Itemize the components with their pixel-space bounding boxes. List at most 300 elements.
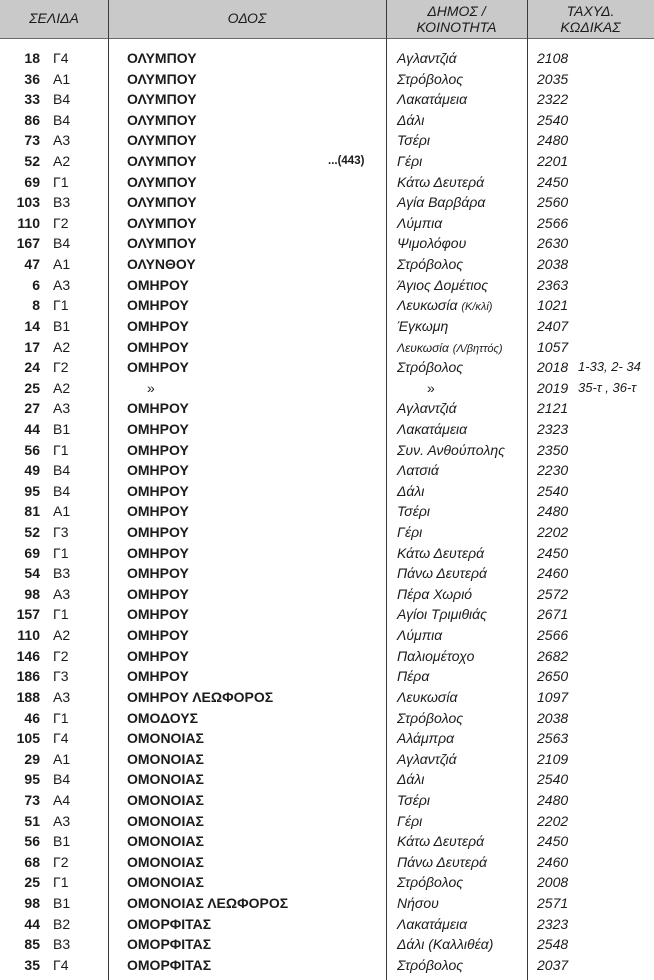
table-row — [0, 481, 654, 502]
street-name: ΟΛΥΜΠΟΥ — [127, 91, 197, 108]
municipality: Άγιος Δομέτιος — [397, 276, 489, 293]
street-name: ΟΜΗΡΟΥ — [127, 359, 189, 376]
page-number: 188 — [16, 688, 40, 705]
municipality: Τσέρι — [397, 791, 431, 808]
municipality-cell — [397, 666, 429, 687]
municipality: Αγλαντζιά — [397, 750, 457, 767]
table-row — [0, 337, 654, 358]
street-name: ΟΜΟΝΟΙΑΣ — [127, 750, 204, 767]
table-row — [0, 419, 654, 440]
street-name: ΟΛΥΜΠΟΥ — [127, 111, 197, 128]
table-row — [0, 831, 654, 852]
street-name: ΟΜΟΡΦΙΤΑΣ — [127, 956, 212, 973]
page-number: 52 — [24, 153, 40, 170]
map-grid-ref: Β1 — [53, 420, 71, 437]
header-postcode-line1: ΤΑΧΥΔ. — [566, 3, 615, 19]
page-number: 35 — [24, 956, 40, 973]
postal-code: 2109 — [537, 750, 569, 767]
municipality: Στρόβολος — [397, 956, 464, 973]
table-row — [0, 522, 654, 543]
postal-code: 2480 — [537, 503, 569, 520]
table-row — [0, 130, 654, 151]
postal-code: 2008 — [537, 874, 569, 891]
municipality-cell — [397, 914, 467, 935]
map-grid-ref: Β1 — [53, 833, 71, 850]
table-row — [0, 357, 654, 378]
municipality-cell — [397, 604, 487, 625]
table-row — [0, 440, 654, 461]
municipality-cell — [397, 213, 442, 234]
page-number: 73 — [24, 791, 40, 808]
municipality-cell — [397, 584, 472, 605]
municipality: Συν. Ανθούπολης — [397, 441, 505, 458]
map-grid-ref: Β4 — [53, 771, 71, 788]
postal-code: 2540 — [537, 482, 569, 499]
postal-code: 2037 — [537, 956, 569, 973]
street-name: ΟΜΗΡΟΥ — [127, 297, 189, 314]
municipality-cell — [397, 316, 448, 337]
municipality-cell — [397, 872, 463, 893]
page-number: 51 — [24, 812, 40, 829]
page-number: 24 — [24, 359, 40, 376]
municipality-cell — [397, 130, 430, 151]
municipality: Τσέρι — [397, 132, 431, 149]
table-row — [0, 233, 654, 254]
street-name: ΟΜΗΡΟΥ — [127, 627, 189, 644]
table-row — [0, 584, 654, 605]
municipality: Κάτω Δευτερά — [397, 833, 485, 850]
map-grid-ref: Γ4 — [53, 956, 69, 973]
table-row — [0, 646, 654, 667]
municipality: Παλιομέτοχο — [397, 647, 475, 664]
postal-code: 2407 — [537, 317, 569, 334]
municipality: Δάλι — [397, 111, 425, 128]
postal-code: 2350 — [537, 441, 569, 458]
municipality-cell — [397, 440, 505, 461]
postal-code: 2650 — [537, 668, 569, 685]
street-name: ΟΜΟΝΟΙΑΣ — [127, 791, 204, 808]
page-number: 44 — [24, 915, 40, 932]
header-page: ΣΕΛΙΔΑ — [29, 10, 79, 26]
municipality-cell — [397, 275, 488, 296]
page-number: 186 — [16, 668, 40, 685]
postal-code: 2121 — [537, 400, 569, 417]
street-name: ΟΛΥΜΠΟΥ — [127, 70, 197, 87]
street-name: ΟΜΗΡΟΥ — [127, 585, 189, 602]
postal-code: 2038 — [537, 256, 569, 273]
postal-code: 2201 — [537, 153, 569, 170]
page-number: 56 — [24, 441, 40, 458]
table-row — [0, 295, 654, 316]
map-grid-ref: Α3 — [53, 688, 71, 705]
table-row — [0, 934, 654, 955]
municipality: Δάλι — [397, 771, 425, 788]
postal-code: 2540 — [537, 771, 569, 788]
street-name: ΟΜΗΡΟΥ — [127, 462, 189, 479]
header-municipality-line2: ΚΟΙΝΟΤΗΤΑ — [416, 19, 497, 35]
municipality: Λακατάμεια — [397, 420, 468, 437]
table-row — [0, 769, 654, 790]
header-municipality-line1: ΔΗΜΟΣ / — [427, 3, 486, 19]
page-number: 52 — [24, 524, 40, 541]
postal-code: 2230 — [537, 462, 569, 479]
page-number: 98 — [24, 585, 40, 602]
street-name: ΟΛΥΜΠΟΥ — [127, 235, 197, 252]
map-grid-ref: Β4 — [53, 235, 71, 252]
street-name: ΟΜΟΔΟΥΣ — [127, 709, 198, 726]
map-grid-ref: Β4 — [53, 462, 71, 479]
municipality: Γέρι — [397, 524, 423, 541]
municipality-cell — [397, 172, 484, 193]
street-name: ΟΜΗΡΟΥ — [127, 647, 189, 664]
municipality-cell — [397, 192, 485, 213]
municipality-cell — [397, 460, 439, 481]
page-number: 36 — [24, 70, 40, 87]
page-number: 6 — [32, 276, 40, 293]
postal-code: 2460 — [537, 853, 569, 870]
postal-code: 2682 — [537, 647, 569, 664]
municipality-cell — [397, 543, 484, 564]
map-grid-ref: Γ4 — [53, 50, 69, 66]
map-grid-ref: Γ3 — [53, 668, 69, 685]
municipality: Κάτω Δευτερά — [397, 173, 485, 190]
municipality: Λατσιά — [397, 462, 439, 479]
municipality-cell — [397, 646, 474, 667]
street-name: ΟΜΗΡΟΥ — [127, 503, 189, 520]
municipality: Στρόβολος — [397, 70, 464, 87]
map-grid-ref: Β3 — [53, 565, 71, 582]
postal-code: 2450 — [537, 833, 569, 850]
municipality-cell — [397, 790, 430, 811]
street-name: ΟΜΗΡΟΥ — [127, 400, 189, 417]
table-row — [0, 69, 654, 90]
map-grid-ref: Α2 — [53, 153, 71, 170]
municipality: Λύμπια — [397, 214, 443, 231]
municipality: Πέρα — [397, 668, 430, 685]
street-name: ΟΜΟΝΟΙΑΣ — [127, 812, 204, 829]
municipality: Πάνω Δευτερά — [397, 565, 488, 582]
street-name: » — [147, 379, 155, 396]
postal-code: 2450 — [537, 544, 569, 561]
street-name: ΟΜΗΡΟΥ — [127, 606, 189, 623]
table-row — [0, 955, 654, 976]
table-row — [0, 625, 654, 646]
municipality-cell — [397, 151, 422, 172]
municipality-cell — [397, 501, 430, 522]
postal-code: 2571 — [537, 895, 569, 911]
page-number: 46 — [24, 709, 40, 726]
map-grid-ref: Β4 — [53, 482, 71, 499]
municipality-cell — [397, 295, 492, 318]
map-grid-ref: Γ2 — [53, 647, 69, 664]
postal-code: 2566 — [537, 627, 569, 644]
map-grid-ref: Α2 — [53, 338, 71, 355]
page-number: 157 — [16, 606, 40, 623]
municipality-cell — [397, 110, 424, 131]
municipality: Λύμπια — [397, 627, 443, 644]
municipality-cell — [397, 728, 454, 749]
table-row — [0, 398, 654, 419]
street-name: ΟΜΟΝΟΙΑΣ ΛΕΩΦΟΡΟΣ — [127, 895, 289, 911]
municipality-cell — [397, 89, 467, 110]
municipality: Στρόβολος — [397, 874, 464, 891]
municipality-cell — [397, 233, 466, 254]
map-grid-ref: Α3 — [53, 400, 71, 417]
map-grid-ref: Γ1 — [53, 173, 69, 190]
street-name: ΟΛΥΜΠΟΥ — [127, 153, 197, 170]
street-name: ΟΜΗΡΟΥ — [127, 668, 189, 685]
table-row — [0, 460, 654, 481]
municipality: Αγλαντζιά — [397, 400, 457, 417]
postal-code: 2630 — [537, 235, 569, 252]
street-name: ΟΜΟΡΦΙΤΑΣ — [127, 915, 212, 932]
street-name: ΟΜΟΝΟΙΑΣ — [127, 853, 204, 870]
postal-code: 2323 — [537, 915, 569, 932]
table-row — [0, 316, 654, 337]
table-row — [0, 811, 654, 832]
page-number: 73 — [24, 132, 40, 149]
map-grid-ref: Α1 — [53, 70, 71, 87]
page-number: 85 — [24, 936, 40, 953]
postal-code: 2460 — [537, 565, 569, 582]
municipality: Λακατάμεια — [397, 915, 468, 932]
page-number: 167 — [16, 235, 40, 252]
map-grid-ref: Α1 — [53, 750, 71, 767]
street-name: ΟΛΥΝΘΟΥ — [127, 256, 196, 273]
street-name: ΟΜΗΡΟΥ — [127, 565, 189, 582]
table-row — [0, 275, 654, 296]
postal-code: 2480 — [537, 132, 569, 149]
table-row — [0, 563, 654, 584]
municipality-cell — [397, 378, 435, 399]
municipality-cell — [397, 357, 463, 378]
municipality: Γέρι — [397, 153, 423, 170]
municipality: Στρόβολος — [397, 709, 464, 726]
municipality: Λευκωσία — [397, 297, 458, 314]
postal-code: 2671 — [537, 606, 569, 623]
street-name: ΟΜΟΝΟΙΑΣ — [127, 771, 204, 788]
table-row — [0, 151, 654, 172]
map-grid-ref: Β4 — [53, 111, 71, 128]
map-grid-ref: Γ1 — [53, 544, 69, 561]
map-grid-ref: Γ1 — [53, 441, 69, 458]
municipality: Λευκωσία — [397, 340, 449, 355]
street-name: ΟΜΟΝΟΙΑΣ — [127, 730, 204, 747]
street-name: ΟΛΥΜΠΟΥ — [127, 173, 197, 190]
street-name: ΟΜΗΡΟΥ — [127, 441, 189, 458]
table-row — [0, 852, 654, 873]
street-note: ...(443) — [328, 155, 365, 168]
municipality-cell — [397, 481, 424, 502]
municipality-cell — [397, 398, 457, 419]
page-number: 103 — [16, 194, 40, 211]
municipality: Αγλαντζιά — [397, 50, 457, 66]
municipality: Έγκωμη — [397, 317, 449, 334]
table-row — [0, 254, 654, 275]
municipality-cell — [397, 522, 422, 543]
municipality-cell — [397, 893, 439, 914]
street-name: ΟΜΗΡΟΥ — [127, 276, 189, 293]
map-grid-ref: Γ1 — [53, 874, 69, 891]
map-grid-ref: Γ2 — [53, 214, 69, 231]
municipality-note: (Κ/κλί) — [461, 301, 493, 314]
page-number: 69 — [24, 544, 40, 561]
page-number: 54 — [24, 565, 40, 582]
postal-code: 2038 — [537, 709, 569, 726]
page-number: 56 — [24, 833, 40, 850]
map-grid-ref: Β1 — [53, 895, 71, 911]
municipality-cell — [397, 934, 493, 955]
municipality: Αλάμπρα — [397, 730, 455, 747]
municipality-cell — [397, 831, 484, 852]
page-number: 27 — [24, 400, 40, 417]
postal-code: 2548 — [537, 936, 569, 953]
table-row — [0, 213, 654, 234]
page-number: 105 — [16, 730, 40, 747]
street-name: ΟΛΥΜΠΟΥ — [127, 132, 197, 149]
map-grid-ref: Γ2 — [53, 359, 69, 376]
page-number: 49 — [24, 462, 40, 479]
postal-code: 2560 — [537, 194, 569, 211]
street-name: ΟΛΥΜΠΟΥ — [127, 194, 197, 211]
map-grid-ref: Β2 — [53, 915, 71, 932]
street-name: ΟΜΗΡΟΥ ΛΕΩΦΟΡΟΣ — [127, 688, 274, 705]
table-row — [0, 790, 654, 811]
table-row — [0, 378, 654, 399]
postal-code: 2202 — [537, 524, 569, 541]
table-row — [0, 728, 654, 749]
street-name: ΟΜΗΡΟΥ — [127, 544, 189, 561]
header-street: ΟΔΟΣ — [227, 10, 267, 26]
map-grid-ref: Β3 — [53, 936, 71, 953]
municipality-cell — [397, 687, 457, 708]
postal-code: 1097 — [537, 688, 569, 705]
municipality: Αγία Βαρβάρα — [397, 194, 486, 211]
map-grid-ref: Γ3 — [53, 524, 69, 541]
page-number: 110 — [17, 627, 40, 644]
postal-code: 1057 — [537, 338, 569, 355]
table-row — [0, 110, 654, 131]
page-number: 47 — [24, 256, 40, 273]
street-name: ΟΛΥΜΠΟΥ — [127, 214, 197, 231]
page-number: 29 — [24, 750, 40, 767]
map-grid-ref: Α3 — [53, 276, 71, 293]
table-row — [0, 604, 654, 625]
municipality-cell — [397, 749, 457, 770]
page-number: 14 — [24, 317, 40, 334]
municipality: Ψιμολόφου — [397, 235, 467, 252]
map-grid-ref: Α1 — [53, 256, 71, 273]
municipality-cell — [397, 955, 463, 976]
page-number: 110 — [17, 214, 40, 231]
municipality-cell — [397, 769, 424, 790]
page-number: 25 — [24, 379, 40, 396]
street-name: ΟΜΟΡΦΙΤΑΣ — [127, 936, 212, 953]
postal-code: 2202 — [537, 812, 569, 829]
map-grid-ref: Α1 — [53, 503, 71, 520]
street-name: ΟΜΗΡΟΥ — [127, 420, 189, 437]
table-row — [0, 501, 654, 522]
table-row — [0, 666, 654, 687]
table-row — [0, 89, 654, 110]
map-grid-ref: Γ4 — [53, 730, 69, 747]
postal-code: 2035 — [537, 70, 569, 87]
municipality-cell — [397, 852, 487, 873]
street-name: ΟΜΟΝΟΙΑΣ — [127, 874, 204, 891]
map-grid-ref: Γ1 — [53, 297, 69, 314]
postal-code: 2323 — [537, 420, 569, 437]
municipality: Στρόβολος — [397, 256, 464, 273]
municipality: Λευκωσία — [397, 688, 458, 705]
postal-code: 2019 — [537, 379, 569, 396]
street-index-table — [0, 48, 654, 976]
municipality: Αγίοι Τριμιθιάς — [397, 606, 487, 623]
postal-code: 2566 — [537, 214, 569, 231]
municipality-cell — [397, 337, 503, 360]
map-grid-ref: Α2 — [53, 379, 71, 396]
street-name: ΟΜΗΡΟΥ — [127, 338, 189, 355]
page-number: 95 — [24, 771, 40, 788]
table-row — [0, 708, 654, 729]
page-number: 18 — [24, 50, 40, 66]
municipality: Πέρα Χωριό — [397, 585, 473, 602]
postal-code: 2322 — [537, 91, 569, 108]
number-range: 35-τ , 36-τ — [578, 379, 637, 395]
postal-code: 1021 — [537, 297, 569, 314]
page-number: 68 — [24, 853, 40, 870]
page-number: 17 — [24, 338, 40, 355]
number-range: 1-33, 2- 34 — [578, 359, 641, 375]
postal-code: 2572 — [537, 585, 569, 602]
municipality: Τσέρι — [397, 503, 431, 520]
postal-code: 2450 — [537, 173, 569, 190]
page-number: 33 — [24, 91, 40, 108]
street-name: ΟΜΗΡΟΥ — [127, 317, 189, 334]
map-grid-ref: Β4 — [53, 91, 71, 108]
table-row — [0, 893, 654, 914]
map-grid-ref: Β1 — [53, 317, 71, 334]
municipality-cell — [397, 419, 467, 440]
postal-code: 2540 — [537, 111, 569, 128]
municipality: Δάλι — [397, 482, 425, 499]
map-grid-ref: Γ1 — [53, 606, 69, 623]
municipality: Γέρι — [397, 812, 423, 829]
municipality: » — [427, 379, 435, 396]
table-row — [0, 48, 654, 69]
header-postcode-line2: ΚΩΔΙΚΑΣ — [560, 19, 621, 35]
postal-code: 2018 — [537, 359, 569, 376]
map-grid-ref: Α2 — [53, 627, 71, 644]
municipality-cell — [397, 254, 463, 275]
map-grid-ref: Α3 — [53, 132, 71, 149]
page-number: 44 — [24, 420, 40, 437]
table-row — [0, 687, 654, 708]
page-number: 146 — [16, 647, 40, 664]
street-name: ΟΜΗΡΟΥ — [127, 524, 189, 541]
page-number: 98 — [24, 895, 40, 911]
municipality-note: (Λ/βηττός) — [452, 342, 503, 355]
municipality-cell — [397, 811, 422, 832]
municipality-cell — [397, 708, 463, 729]
page-number: 95 — [24, 482, 40, 499]
table-row — [0, 749, 654, 770]
municipality: Δάλι (Καλλιθέα) — [397, 936, 494, 953]
postal-code: 2108 — [537, 50, 569, 66]
municipality-cell — [397, 69, 463, 90]
municipality: Πάνω Δευτερά — [397, 853, 488, 870]
municipality: Στρόβολος — [397, 359, 464, 376]
map-grid-ref: Α3 — [53, 585, 71, 602]
